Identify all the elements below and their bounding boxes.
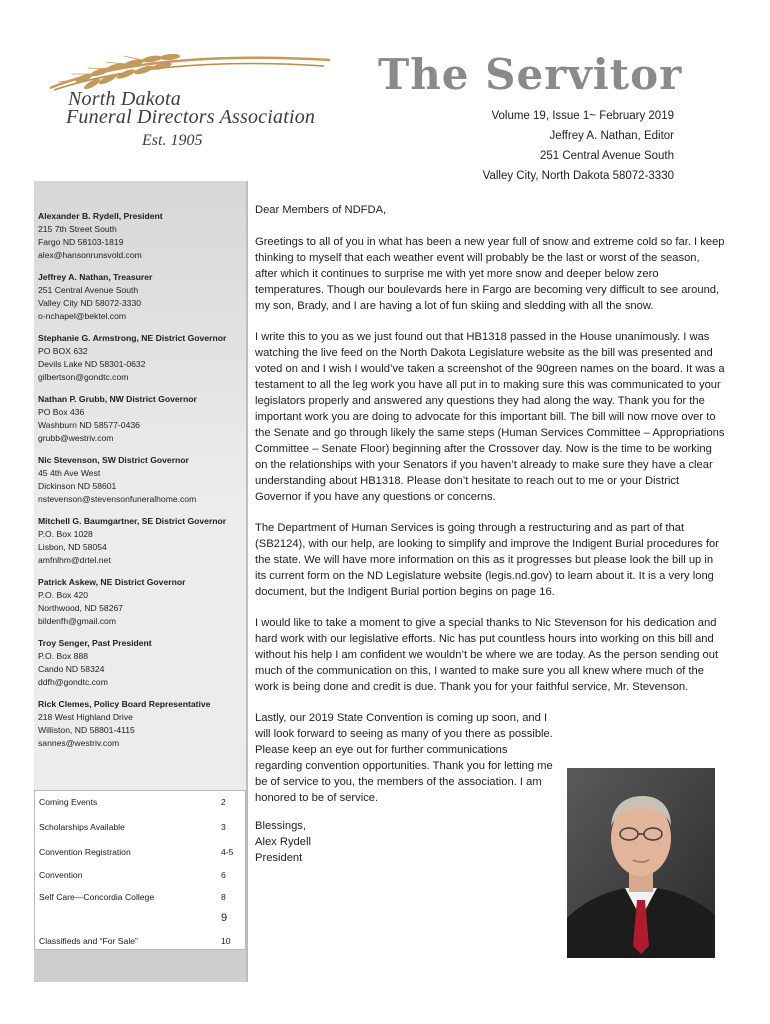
officer-name: Patrick Askew, NE District Governor (38, 577, 186, 587)
toc-title: Coming Events (39, 797, 98, 807)
officer-detail: Dickinson ND 58601 (38, 481, 117, 491)
signature-name: Alex Rydell (255, 836, 311, 848)
officer-detail: Valley City ND 58072-3330 (38, 298, 142, 308)
letter-paragraph: Lastly, our 2019 State Convention is coming up soon, and I will look forward to seeing as many of you there as possible. Please keep an eye out for further communications regarding convention opportunities. Thank you for letting me be of service to you, the members of the association. I am honored to be of service. (255, 712, 553, 804)
officer-name: Nic Stevenson, SW District Governor (38, 455, 189, 465)
officer-detail: 218 West Highland Drive (38, 712, 133, 722)
editor-address: 251 Central Avenue South (539, 150, 674, 162)
association-logo (44, 44, 334, 154)
issue-info (483, 106, 674, 186)
officer-detail: Washburn ND 58577-0436 (38, 420, 140, 430)
toc-page: 9 (221, 912, 228, 924)
officer-detail: Lisbon, ND 58054 (38, 542, 107, 552)
officer-detail: PO Box 436 (38, 407, 85, 417)
officer-entry (38, 637, 248, 689)
letter-paragraph: The Department of Human Services is going through a restructuring and as part of that (SB2124), with our help, are looking to simplify and improve the Indigent Burial procedures for the state. We will have more information on this as it progresses but please look the bill up in its current form on the ND Legislature website (legis.nd.gov) to learn about it. It is a very long document, but the Indigent Burial portion begins on page 16. (255, 522, 719, 598)
established-year: Est. 1905 (142, 132, 203, 149)
table-of-contents (34, 790, 246, 950)
officer-detail: 215 7th Street South (38, 224, 117, 234)
officer-name: Jeffrey A. Nathan, Treasurer (38, 272, 153, 282)
issue-volume: Volume 19, Issue 1~ February 2019 (491, 110, 674, 122)
officer-detail: gilbertson@gondtc.com (38, 372, 129, 382)
officer-detail: P.O. Box 420 (38, 590, 89, 600)
officer-detail: amfnlhm@drtel.net (38, 555, 111, 565)
officer-entry (38, 332, 248, 384)
toc-page: 6 (221, 870, 226, 880)
president-letter (255, 202, 725, 866)
officer-detail: P.O. Box 888 (38, 651, 89, 661)
officer-entry (38, 210, 248, 262)
toc-title: Convention Registration (39, 847, 131, 857)
officer-detail: grubb@westriv.com (38, 433, 114, 443)
officer-detail: Cando ND 58324 (38, 664, 105, 674)
officer-detail: Williston, ND 58801-4115 (38, 725, 135, 735)
toc-page: 4-5 (221, 847, 234, 857)
org-name-line2: Funeral Directors Association (66, 106, 316, 128)
toc-page: 10 (221, 936, 231, 946)
signature-title: President (255, 852, 303, 864)
officer-name: Alexander B. Rydell, President (38, 211, 163, 221)
newsletter-title: The Servitor (378, 50, 683, 99)
officer-entry (38, 576, 248, 628)
officer-detail: alex@hansonrunsvold.com (38, 250, 142, 260)
officer-detail: o-nchapel@bektel.com (38, 311, 127, 321)
editor-line: Jeffrey A. Nathan, Editor (549, 130, 674, 142)
toc-page: 8 (221, 892, 226, 902)
officer-name: Troy Senger, Past President (38, 638, 152, 648)
president-portrait (567, 768, 715, 958)
officer-detail: 251 Central Avenue South (38, 285, 139, 295)
officer-detail: ddfh@gondtc.com (38, 677, 108, 687)
letter-salutation: Dear Members of NDFDA, (255, 204, 387, 216)
officer-detail: PO BOX 632 (38, 346, 88, 356)
officer-name: Stephanie G. Armstrong, NE District Governor (38, 333, 227, 343)
officer-entry (38, 271, 248, 323)
officer-name: Rick Clemes, Policy Board Representative (38, 699, 211, 709)
editor-city: Valley City, North Dakota 58072-3330 (482, 170, 674, 182)
toc-title: Classifieds and “For Sale” (39, 936, 138, 946)
letter-paragraph: I write this to you as we just found out that HB1318 passed in the House unanimously. I was watching the live feed on the North Dakota Legislature website as the bill was presented and voted on and I wish I would’ve taken a screenshot of the 90green names on the board. It was a testament to all the leg work you have all put in to making sure this was communicated to your legislators properly and answered any questions they had along the way. Thank you for the important work you are doing to advocate for this important bill. The bill will now move over to the Senate and go through likely the same steps (Human Services Committee – Appropriations Committee – Senate Floor) beginning after the Crossover day. Now is the time to be working on the relationships with your Senators if you haven’t already to make sure they have a clear understanding about HB1318. Please don’t hesitate to reach out to me or your District Governor if you have any questions or concerns. (255, 331, 725, 503)
officer-detail: Devils Lake ND 58301-0632 (38, 359, 146, 369)
toc-page: 2 (221, 797, 226, 807)
officer-detail: Fargo ND 58103-1819 (38, 237, 124, 247)
officer-detail: Northwood, ND 58267 (38, 603, 124, 613)
officer-detail: bildenfh@gmail.com (38, 616, 116, 626)
toc-title: Scholarships Available (39, 822, 125, 832)
letter-signoff (255, 818, 555, 866)
letter-paragraph: Greetings to all of you in what has been a new year full of snow and extreme cold so far. I keep thinking to myself that each weather event will probably be the last or worst of the season, after which it continues to surprise me with yet more snow and deeper below zero temperatures. Though our boulevards here in Fargo are becoming very difficult to see around, my son, Brady, and I are having a lot of fun skiing and sledding with all the snow. (255, 236, 725, 312)
org-name-line1: North Dakota (68, 88, 181, 110)
toc-page: 3 (221, 822, 226, 832)
officer-detail: sannes@westriv.com (38, 738, 120, 748)
officer-detail: nstevenson@stevensonfuneralhome.com (38, 494, 197, 504)
officer-directory (38, 210, 248, 759)
officer-entry (38, 698, 248, 750)
officer-name: Mitchell G. Baumgartner, SE District Governor (38, 516, 227, 526)
officer-entry (38, 515, 248, 567)
toc-title: Convention (39, 870, 83, 880)
letter-paragraph: I would like to take a moment to give a special thanks to Nic Stevenson for his dedication and hard work with our legislative efforts. Nic has put countless hours into working on this bill and without his help I am confident we wouldn’t be where we are today. As the person sending out much of the communication on this, I wanted to make sure you all knew where much of the work is being done and credit is due. Thank you for your faithful service, Mr. Stevenson. (255, 617, 719, 693)
toc-title: Self Care—Concordia College (39, 892, 155, 902)
sidebar-footer-shade (34, 946, 246, 982)
letter-closing: Blessings, (255, 820, 306, 832)
officer-entry (38, 393, 248, 445)
officer-detail: 45 4th Ave West (38, 468, 101, 478)
officer-entry (38, 454, 248, 506)
officer-name: Nathan P. Grubb, NW District Governor (38, 394, 197, 404)
officer-detail: P.O. Box 1028 (38, 529, 93, 539)
